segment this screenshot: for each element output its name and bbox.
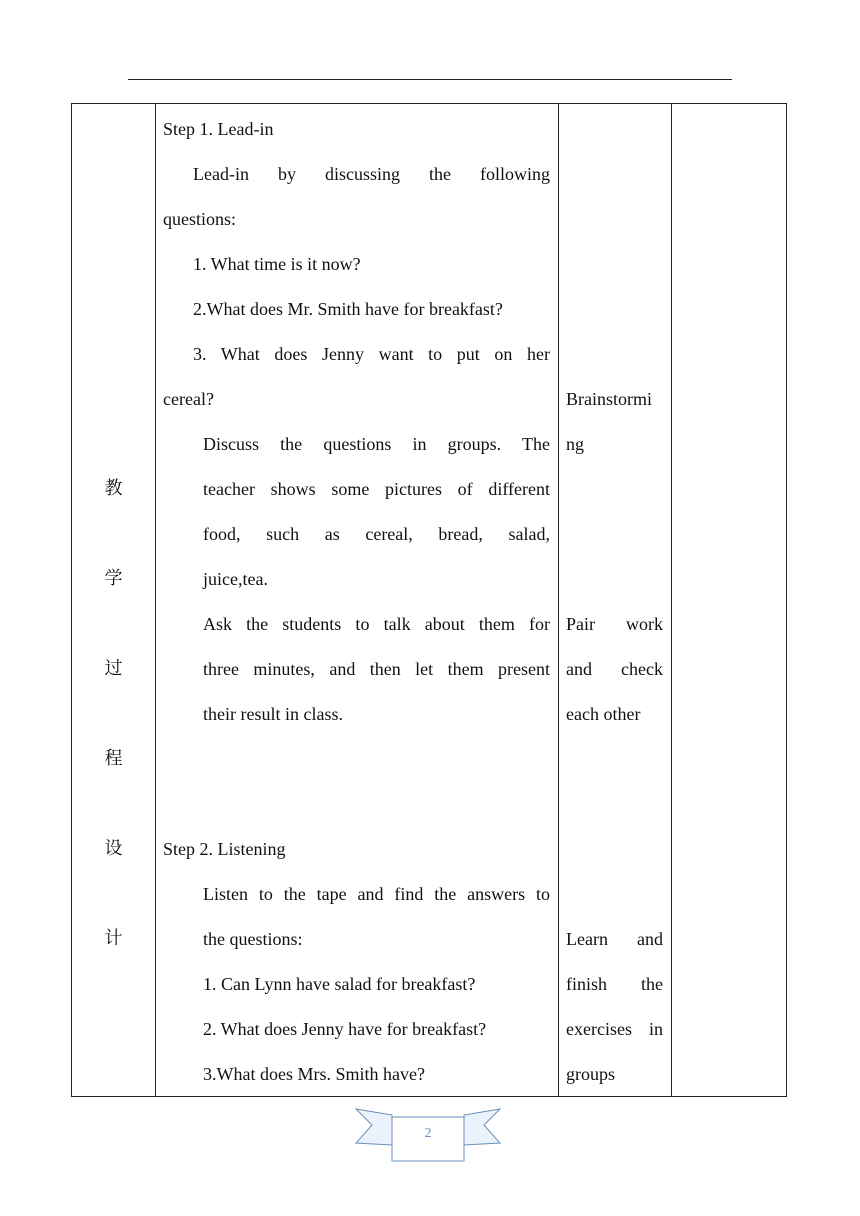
content-line: their result in class.	[203, 704, 343, 724]
step2-title: Step 2. Listening	[163, 839, 286, 859]
page-number: 2	[424, 1126, 432, 1141]
question-item: 2. What does Jenny have for breakfast?	[203, 1019, 487, 1039]
column-divider	[558, 104, 559, 1096]
question-item: 1. Can Lynn have salad for breakfast?	[203, 974, 476, 994]
method-line: Learn and	[566, 929, 663, 949]
content-line: Discuss the questions in groups. The	[203, 434, 550, 454]
question-item: 2.What does Mr. Smith have for breakfast?	[193, 299, 503, 319]
question-item: 3. What does Jenny want to put on her	[193, 344, 550, 364]
content-line: Lead-in by discussing the following	[193, 164, 550, 184]
content-line: juice,tea.	[203, 569, 268, 589]
step1-title: Step 1. Lead-in	[163, 119, 274, 139]
method-line: and check	[566, 659, 663, 679]
method-line: finish the	[566, 974, 663, 994]
method-line: Pair work	[566, 614, 663, 634]
method-line: each other	[566, 704, 641, 724]
column-divider	[671, 104, 672, 1096]
side-label-char: 教	[104, 478, 123, 499]
column-divider	[155, 104, 156, 1096]
side-label-char: 程	[104, 748, 123, 769]
method-line: Brainstormi	[566, 389, 652, 409]
content-line: food, such as cereal, bread, salad,	[203, 524, 550, 544]
method-line: groups	[566, 1064, 615, 1084]
header-rule	[128, 79, 732, 80]
content-line: the questions:	[203, 929, 303, 949]
question-item: 1. What time is it now?	[193, 254, 361, 274]
method-line: exercises in	[566, 1019, 663, 1039]
content-line: three minutes, and then let them present	[203, 659, 550, 679]
method-line: ng	[566, 434, 584, 454]
content-line: Ask the students to talk about them for	[203, 614, 550, 634]
content-line: Listen to the tape and find the answers to	[203, 884, 550, 904]
question-item: 3.What does Mrs. Smith have?	[203, 1064, 425, 1084]
content-line: cereal?	[163, 389, 214, 409]
side-label-char: 设	[104, 838, 123, 859]
side-label-char: 过	[104, 658, 123, 679]
content-line: questions:	[163, 209, 237, 229]
content-line: teacher shows some pictures of different	[203, 479, 550, 499]
lesson-table	[71, 103, 787, 1097]
side-label-char: 学	[104, 568, 123, 589]
side-label-char: 计	[104, 928, 123, 949]
